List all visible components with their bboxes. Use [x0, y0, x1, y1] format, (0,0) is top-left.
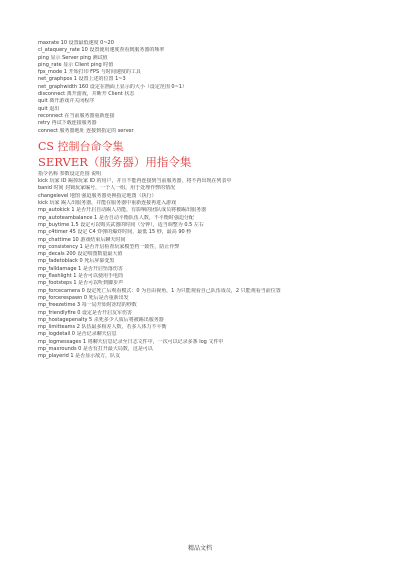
text-line: mp_chattime 10 游戏结束后聊天时间	[38, 236, 126, 243]
text-line: mp_fadetoblack 0 死后屏幕变黑	[38, 258, 115, 265]
console-commands-section	[38, 40, 366, 135]
text-line: mp_footsteps 1 是否可以听到脚步声	[38, 280, 124, 287]
text-line: kick 玩家 踢人出服务器，并能在服务器中重新连接再进入游戏	[38, 200, 177, 207]
text-line: mp_decals 200 设定喷图数量最大值	[38, 251, 123, 258]
text-line: net_graphwidth 160 设定在画面上显示的大小（设定范围 0~1）	[38, 83, 187, 90]
text-line: reconnect 在当前服务器重新连接	[38, 112, 115, 119]
text-line: mp_forcerespawn 0 死后是否重新出发	[38, 294, 129, 301]
text-line: retry 再试下载连接服务器	[38, 120, 97, 127]
text-line: mp_logdetail 0 是否记录聊天信息	[38, 331, 117, 338]
text-line: mp_forcecamera 0 设定死亡后观看模式：0 为自由视角，1 为只能观看自己队伍成员，2 只能观看当前位置	[38, 287, 281, 294]
text-line: cl_ataquery_rate 10 设置使用速度查看到服务器的频率	[38, 47, 165, 54]
text-line: mp_autokick 1 是否开启自动踢人功能，有影响的团队成员将被踢出服务器	[38, 207, 207, 214]
text-line: quit 离开游戏并关闭程序	[38, 98, 95, 105]
text-line: ping_rate 显示 Client ping 时值	[38, 61, 114, 68]
text-line: mp_limitteams 2 队伍最多相差人数，若多人体力不平衡	[38, 324, 167, 331]
text-line: mp_logmessages 1 将聊天信息记录至日志文件中，一次可以记录多条 log 文件中	[38, 338, 224, 345]
text-line: mp_autoteambalance 1 是否自动平衡队伍人数，不平衡时强迫分配	[38, 214, 194, 221]
server-commands-section	[38, 171, 366, 361]
text-line: changelevel 地图 强迫服务器更换指定地图（执行）	[38, 192, 157, 199]
text-line: kick 玩家 ID 踢掉玩家 ID 的用户，并且不能再连接到当前服务器，将不再出现在列表中	[38, 178, 232, 185]
text-line: 指令名称 参数设定范围 说明	[38, 170, 102, 177]
text-line: mp_c4timer 45 设定 C4 炸弹的爆炸时间，最低 15 秒，最高 90 秒	[38, 229, 192, 236]
text-line: mp_flashlight 1 是否可以使用手电筒	[38, 273, 123, 280]
text-line: mp_maxrounds 0 是否有打开最大局数，这是可以	[38, 345, 153, 352]
text-line: net_graphpos 1 设置上述的位置 1~3	[38, 76, 126, 83]
text-line: fps_mode 1 开始打印 FPS 与时间速度的工具	[38, 69, 141, 76]
text-line: mp_freezetime 3 每一局开始时冻结的秒数	[38, 302, 137, 309]
heading-cs-commands: CS 控制台命令集	[38, 139, 124, 153]
text-line: maxrate 10 设置最低速度 0~20	[38, 40, 114, 46]
text-line: mp_friendlyfire 0 设定是否开启友军伤害	[38, 309, 133, 316]
text-line: banid 时间 封锁玩家编号，一个人一组，用于处理作弊的情况	[38, 185, 176, 192]
heading-server-commands: SERVER（服务器）用指令集	[38, 154, 192, 169]
text-line: mp_falldamage 1 是否开启坠落伤害	[38, 265, 123, 272]
text-line: disconnect 离开游戏，并断开 Client 状态	[38, 91, 135, 98]
text-line: mp_buytime 1.5 设定可以购买武器的时间（分钟），适当调整为 0.5 左右	[38, 221, 204, 228]
text-line: ping 显示 Server ping 测试值	[38, 54, 108, 61]
page-footer: 精品文档	[187, 545, 212, 552]
text-line: mp_playerid 1 是否显示敌方，队友	[38, 353, 121, 360]
text-line: mp_consistency 1 是否开启检查玩家模型档一致性，防止作弊	[38, 243, 180, 250]
text-line: quit 退出	[38, 105, 60, 112]
text-line: mp_hostagepenalty 5 杀死多少人质后将被踢出服务器	[38, 316, 164, 323]
text-line: connect 服务器地址 连接到指定的 server	[38, 127, 134, 134]
